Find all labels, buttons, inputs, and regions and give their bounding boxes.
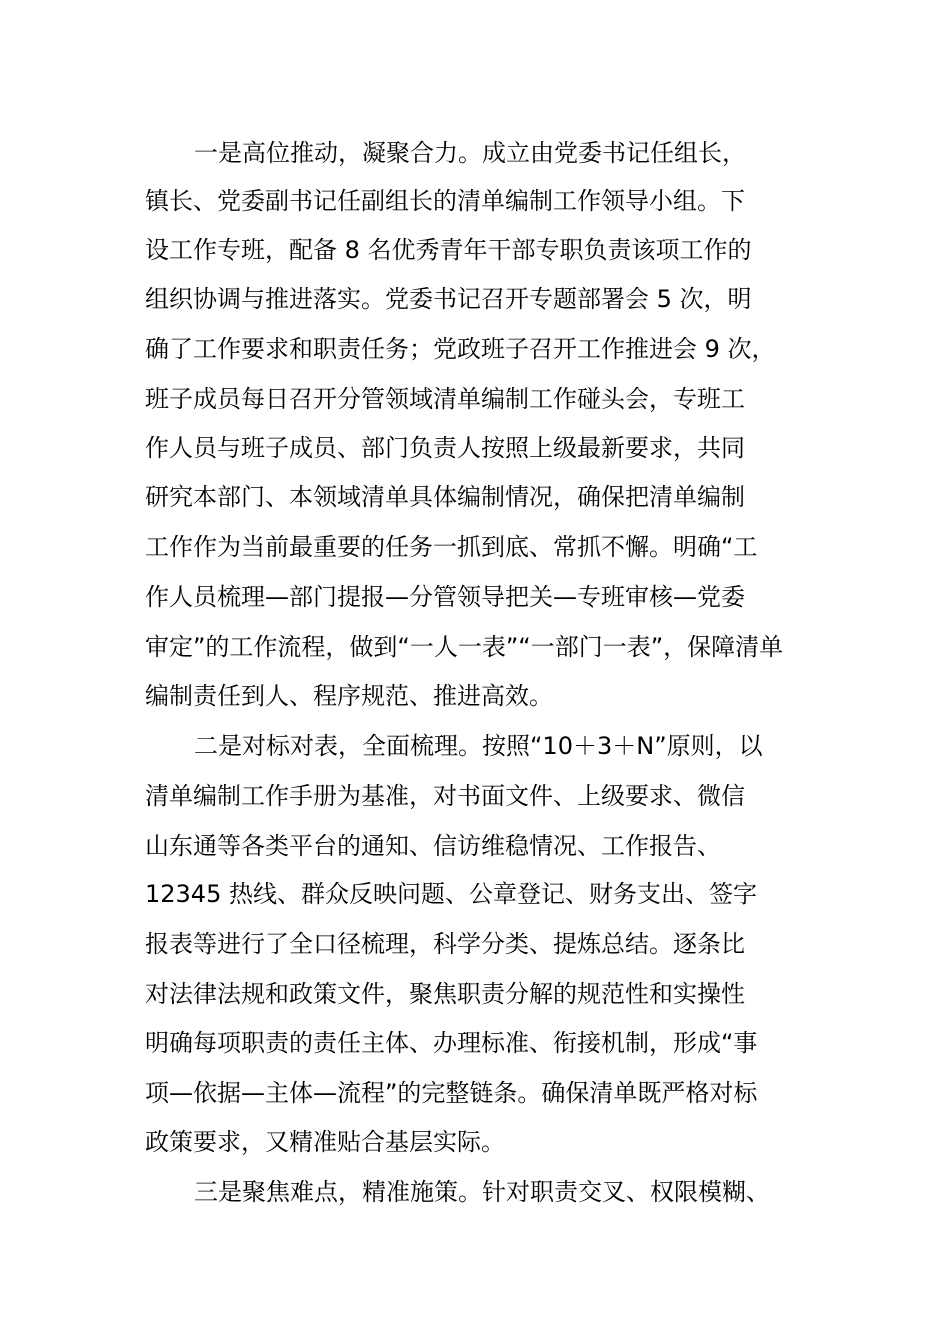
- text-line: 审定”的工作流程，做到“一人一表”“一部门一表”，保障清单: [145, 633, 784, 661]
- text-line: 清单编制工作手册为基准，对书面文件、上级要求、微信: [145, 782, 745, 810]
- text-line: 确了工作要求和职责任务；党政班子召开工作推进会 9 次，: [145, 335, 776, 363]
- text-line: 12345 热线、群众反映问题、公章登记、财务支出、签字: [145, 880, 757, 908]
- text-line: 对法律法规和政策文件，聚焦职责分解的规范性和实操性: [145, 980, 745, 1008]
- text-line: 作人员梳理—部门提报—分管领导把关—专班审核—党委: [145, 583, 745, 611]
- text-line: 组织协调与推进落实。党委书记召开专题部署会 5 次，明: [145, 285, 752, 313]
- text-line: 镇长、党委副书记任副组长的清单编制工作领导小组。下: [145, 187, 745, 215]
- text-line: 二是对标对表，全面梳理。按照“10＋3＋N”原则，以: [194, 732, 763, 760]
- text-line: 工作作为当前最重要的任务一抓到底、常抓不懈。明确“工: [145, 533, 758, 561]
- text-line: 一是高位推动，凝聚合力。成立由党委书记任组长，: [194, 139, 746, 167]
- text-line: 报表等进行了全口径梳理，科学分类、提炼总结。逐条比: [145, 930, 745, 958]
- text-line: 政策要求，又精准贴合基层实际。: [145, 1128, 505, 1156]
- text-line: 班子成员每日召开分管领域清单编制工作碰头会，专班工: [145, 385, 745, 413]
- text-line: 编制责任到人、程序规范、推进高效。: [145, 682, 553, 710]
- text-line: 项—依据—主体—流程”的完整链条。确保清单既严格对标: [145, 1079, 758, 1107]
- text-line: 设工作专班，配备 8 名优秀青年干部专职负责该项工作的: [145, 236, 752, 264]
- text-line: 三是聚焦难点，精准施策。针对职责交叉、权限模糊、: [194, 1178, 770, 1206]
- text-line: 研究本部门、本领域清单具体编制情况，确保把清单编制: [145, 483, 745, 511]
- text-line: 作人员与班子成员、部门负责人按照上级最新要求，共同: [145, 434, 745, 462]
- text-line: 明确每项职责的责任主体、办理标准、衔接机制，形成“事: [145, 1029, 758, 1057]
- text-line: 山东通等各类平台的通知、信访维稳情况、工作报告、: [145, 832, 721, 860]
